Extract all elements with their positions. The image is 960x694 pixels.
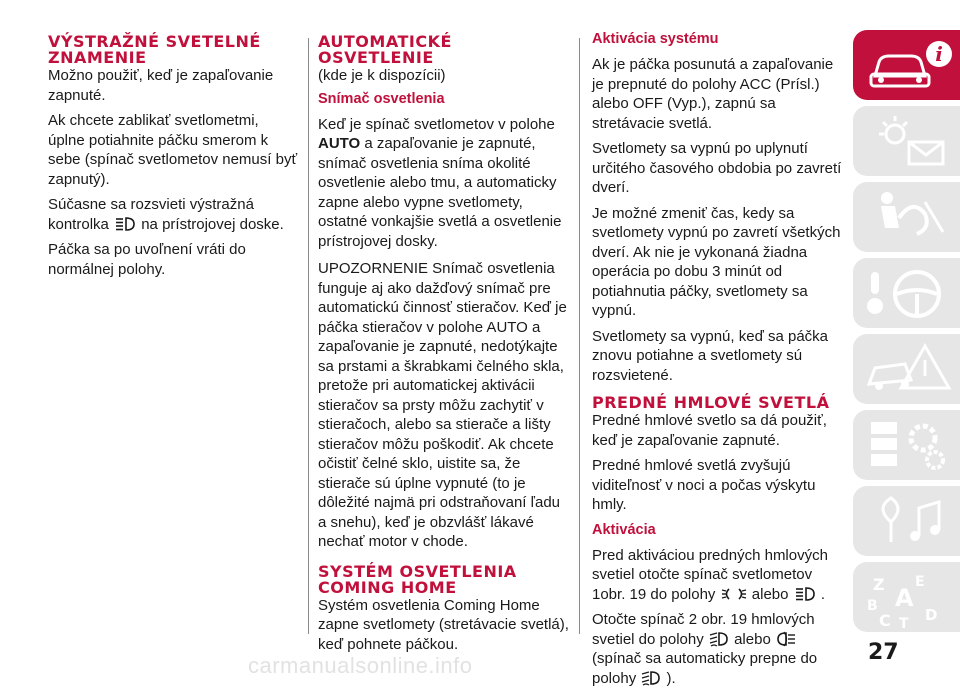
text-span: (spínač sa automaticky prepne do polohy — [592, 650, 818, 687]
watermark: carmanualsonline.info — [248, 653, 473, 678]
front-fog-light-icon — [709, 631, 729, 647]
text-span: . — [820, 585, 825, 603]
paragraph: Svetlomety sa vypnú po uplynutí určitého časového obdobia po zavretí dverí. — [592, 140, 842, 196]
warning-lights-icon — [865, 112, 955, 170]
car-info-icon — [865, 36, 955, 94]
paragraph: Páčka sa po uvoľnení vráti do normálnej polohy. — [48, 241, 246, 278]
section-title-auto-lights: AUTOMATICKÉ OSVETLENIE — [318, 32, 452, 67]
text-span: a zapaľovanie je zapnuté, snímač osvetlenia sníma okolité osvetlenie alebo tmu, a automaticky zapne alebo vypne svetlomety, ostatné vonkajšie svetlá a osvetlenie prístrojovej dosky. — [318, 135, 562, 250]
svg-text:B: B — [867, 598, 878, 614]
paragraph — [592, 546, 842, 605]
emergency-icon — [865, 340, 955, 398]
auto-label: AUTO — [318, 135, 361, 152]
paragraph: Predné hmlové svetlo sa dá použiť, keď je zapaľovanie zapnuté. — [592, 412, 827, 449]
paragraph: Svetlomety sa vypnú, keď sa páčka znovu potiahne a svetlomety sú rozsvietené. — [592, 327, 829, 384]
svg-text:E: E — [915, 574, 925, 590]
column-divider — [579, 38, 580, 634]
driving-steering-icon — [865, 264, 955, 322]
text-span: Otočte spínač 2 obr. 19 hmlových svetiel do polohy — [592, 611, 815, 648]
text-span: alebo — [734, 630, 771, 648]
paragraph: Predné hmlové svetlá zvyšujú viditeľnosť v noci a počas výskytu hmly. — [592, 457, 816, 513]
paragraph: UPOZORNENIE Snímač osvetlenia funguje aj ako dažďový snímač pre automatickú činnosť stieračov. Keď je páčka stieračov v polohe AUTO a zapaľovanie je zapnuté, nedotýkajte sa prstami a škrabkami čelného skla, pretože pri automatickej aktivácii stieračov sa prsty môžu zachytiť v stieračoch, alebo sa stierače a lišty stieračov môžu poškodiť. Ak chcete očistiť čelné sklo, uistite sa, že stierače sú úplne vypnuté (to je dôležité najmä pri odstraňovaní ľadu a snehu), keď je obzvlášť lákavé nechať motor v chode. — [318, 260, 567, 550]
page-number: 27 — [868, 640, 899, 665]
paragraph — [592, 610, 842, 688]
column-3 — [592, 30, 842, 694]
paragraph: Možno použiť, keď je zapaľovanie zapnuté. — [48, 67, 274, 104]
svg-text:D: D — [925, 606, 938, 624]
rear-fog-light-icon — [776, 631, 796, 647]
multimedia-icon — [865, 492, 955, 550]
paragraph: Ak chcete zablikať svetlometmi, úplne potiahnite páčku smerom k sebe (spínač svetlometov nemusí byť zapnutý). — [48, 112, 298, 188]
paragraph: Je možné zmeniť čas, kedy sa svetlomety vypnú po zavretí všetkých dverí. Ak nie je vykonaná žiadna operácia po dobu 3 minút od potiahnutia páčky, svetlomety sa vypnú. — [592, 204, 841, 319]
tab-safety[interactable] — [853, 182, 960, 252]
svg-text:A: A — [895, 584, 914, 612]
section-title-fog-lights: PREDNÉ HMLOVÉ SVETLÁ — [592, 393, 830, 412]
text-span: alebo — [751, 585, 789, 603]
paragraph — [318, 115, 572, 252]
headlight-icon — [794, 586, 816, 602]
column-1 — [48, 30, 298, 285]
text-span: Pred aktiváciou predných hmlových svetiel otočte spínač svetlometov 1obr. 19 do polohy — [592, 546, 828, 603]
headlight-icon — [114, 216, 136, 232]
svg-text:Z: Z — [873, 575, 885, 594]
column-divider — [308, 38, 309, 634]
text-span: Súčasne sa rozsvieti výstražná kontrolka — [48, 196, 254, 233]
tab-index[interactable] — [853, 562, 960, 632]
paragraph: Ak je páčka posunutá a zapaľovanie je prepnuté do polohy ACC (Prísl.) alebo OFF (Vyp.), zapnú sa stretávacie svetlá. — [592, 56, 834, 132]
section-title-flash: VÝSTRAŽNÉ SVETELNÉ ZNAMENIE — [48, 32, 261, 67]
svg-text:T: T — [899, 616, 909, 630]
subheading-activation-system: Aktivácia systému — [592, 31, 719, 47]
tab-multimedia[interactable] — [853, 486, 960, 556]
tab-maintenance[interactable] — [853, 410, 960, 480]
column-2 — [318, 30, 572, 660]
svg-text:i: i — [935, 42, 943, 66]
tab-warning-lights[interactable] — [853, 106, 960, 176]
svg-text:C: C — [879, 611, 891, 630]
text-span: Keď je spínač svetlometov v polohe — [318, 115, 555, 133]
subheading-light-sensor: Snímač osvetlenia — [318, 90, 445, 107]
tab-emergency[interactable] — [853, 334, 960, 404]
index-icon — [865, 568, 955, 630]
text-span: na prístrojovej doske. — [141, 215, 284, 233]
subheading-activation: Aktivácia — [592, 521, 656, 538]
tab-car-info[interactable] — [853, 30, 960, 100]
note: (kde je k dispozícii) — [318, 67, 446, 84]
parking-light-icon — [721, 586, 747, 602]
section-title-coming-home: SYSTÉM OSVETLENIA COMING HOME — [318, 561, 517, 597]
tab-driving[interactable] — [853, 258, 960, 328]
maintenance-icon — [865, 416, 955, 474]
paragraph — [48, 195, 298, 234]
safety-airbag-icon — [865, 188, 955, 246]
paragraph: Systém osvetlenia Coming Home zapne svetlomety (stretávacie svetlá), keď pohnete páčkou. — [318, 596, 569, 653]
text-span: ). — [666, 669, 676, 687]
